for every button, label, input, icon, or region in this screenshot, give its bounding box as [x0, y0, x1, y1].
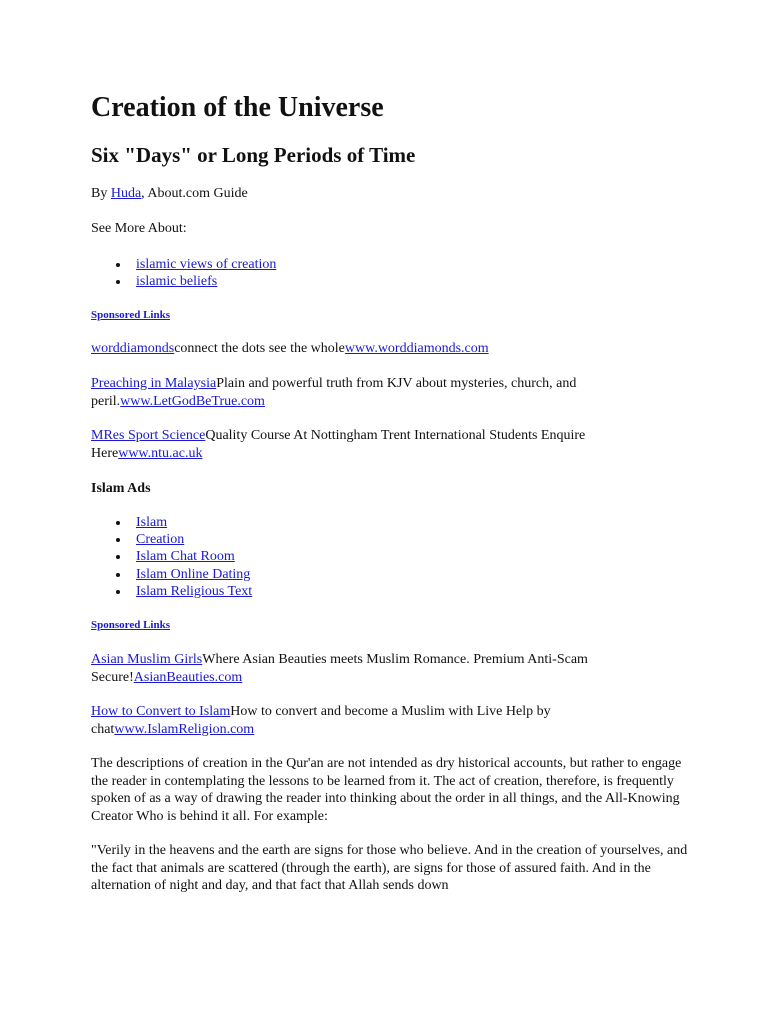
see-more-link-islamic-beliefs[interactable]: islamic beliefs	[136, 274, 218, 290]
page-subtitle: Six "Days" or Long Periods of Time	[91, 143, 416, 167]
ad-url-link[interactable]: www.IslamReligion.com	[114, 721, 255, 737]
ad-text: Where Asian Beauties meets Muslim Romance. Premium Anti-Scam Secure!	[91, 652, 588, 685]
sponsored-ad	[91, 703, 691, 738]
ad-title-link[interactable]: How to Convert to Islam	[91, 704, 231, 719]
sponsored-heading	[91, 618, 691, 632]
byline-prefix: By	[91, 186, 111, 201]
sponsored-links-link[interactable]: Sponsored Links	[91, 619, 170, 631]
byline	[91, 185, 691, 203]
list-item	[91, 531, 691, 548]
ad-title-link[interactable]: Asian Muslim Girls	[91, 652, 203, 667]
body-paragraph: The descriptions of creation in the Qur'an are not intended as dry historical accounts, but rather to engage the reader in contemplating the lessons to be learned from it. The act of creation, therefore, is frequently spoken of as a way of drawing the reader into thinking about the order in all things, and the All-Knowing Creator Who is behind it all. For example:	[91, 756, 682, 824]
islam-ads-list	[91, 514, 691, 600]
ad-title-link[interactable]: worddiamonds	[91, 341, 175, 356]
ad-url-link[interactable]: www.LetGodBeTrue.com	[120, 393, 265, 409]
islam-ad-link[interactable]: Islam Online Dating	[136, 566, 251, 582]
list-item	[91, 514, 691, 531]
page-title: Creation of the Universe	[91, 92, 384, 123]
ad-text: connect the dots see the whole	[174, 341, 345, 356]
list-item	[91, 566, 691, 583]
ad-title-link[interactable]: Preaching in Malaysia	[91, 376, 217, 391]
sponsored-ad	[91, 427, 691, 462]
ad-text: Plain and powerful truth from KJV about mysteries, church, and peril.	[91, 376, 577, 409]
byline-suffix: , About.com Guide	[141, 186, 248, 201]
sponsored-heading	[91, 308, 691, 322]
ad-url-link[interactable]: www.worddiamonds.com	[344, 341, 489, 356]
ad-url-link[interactable]: www.ntu.ac.uk	[118, 445, 203, 461]
list-item	[91, 583, 691, 600]
islam-ads-heading: Islam Ads	[91, 481, 151, 496]
ad-title-link[interactable]: MRes Sport Science	[91, 428, 206, 443]
list-item	[91, 273, 691, 290]
see-more-link-islamic-views[interactable]: islamic views of creation	[136, 257, 277, 272]
ad-text: Quality Course At Nottingham Trent International Students Enquire Here	[91, 428, 586, 461]
list-item	[91, 548, 691, 565]
islam-ad-link[interactable]: Islam Chat Room	[136, 549, 235, 565]
list-item	[91, 256, 691, 273]
sponsored-ad	[91, 375, 691, 410]
quote-paragraph: "Verily in the heavens and the earth are signs for those who believe. And in the creation of yourselves, and the fact that animals are scattered (through the earth), are signs for those of assured faith. And in the alternation of night and day, and that fact that Allah sends down	[91, 843, 688, 893]
see-more-list	[91, 256, 691, 290]
author-link[interactable]: Huda	[110, 186, 142, 201]
islam-ad-link[interactable]: Islam Religious Text	[136, 583, 253, 599]
sponsored-ad	[91, 340, 691, 358]
islam-ad-link[interactable]: Islam	[136, 515, 168, 530]
sponsored-links-link[interactable]: Sponsored Links	[91, 309, 170, 321]
see-more-label: See More About:	[91, 221, 187, 236]
sponsored-ad	[91, 651, 691, 686]
islam-ad-link[interactable]: Creation	[136, 532, 185, 548]
ad-url-link[interactable]: AsianBeauties.com	[133, 669, 243, 685]
ad-text: How to convert and become a Muslim with Live Help by chat	[91, 704, 551, 737]
